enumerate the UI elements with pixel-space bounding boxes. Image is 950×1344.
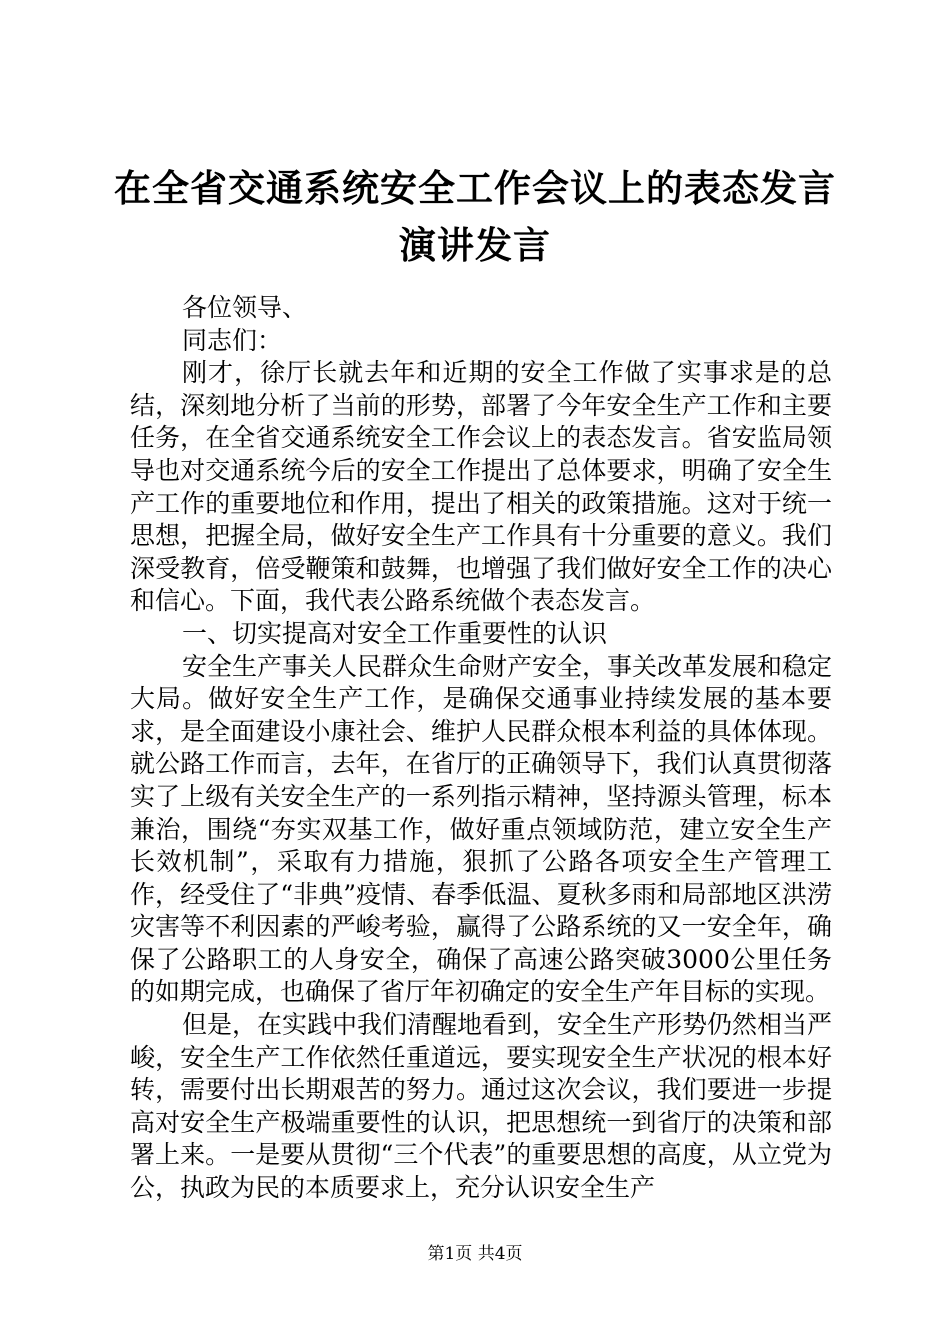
- intro-paragraph: 刚才，徐厅长就去年和近期的安全工作做了实事求是的总结，深刻地分析了当前的形势，部署了今年安全生产工作和主要任务，在全省交通系统安全工作会议上的表态发言。省安监局领导也对交通系统今后的安全工作提出了总体要求，明确了安全生产工作的重要地位和作用，提出了相关的政策措施。这对于统一思想，把握全局，做好安全生产工作具有十分重要的意义。我们深受教育，倍受鞭策和鼓舞，也增强了我们做好安全工作的决心和信心。下面，我代表公路系统做个表态发言。: [130, 358, 832, 616]
- section-heading-1: 一、切实提高对安全工作重要性的认识: [182, 618, 608, 648]
- body-paragraph-2: 但是，在实践中我们清醒地看到，安全生产形势仍然相当严峻，安全生产工作依然任重道远，要实现安全生产状况的根本好转，需要付出长期艰苦的努力。通过这次会议，我们要进一步提高对安全生产极端重要性的认识，把思想统一到省厅的决策和部署上来。一是要从贯彻“三个代表”的重要思想的高度，从立党为公，执政为民的本质要求上，充分认识安全生产: [130, 1010, 833, 1203]
- salutation-line-1: 各位领导、: [182, 293, 308, 322]
- salutation-line-2: 同志们：: [182, 325, 283, 355]
- body-paragraph-1: 安全生产事关人民群众生命财产安全，事关改革发展和稳定大局。做好安全生产工作，是确保交通事业持续发展的基本要求，是全面建设小康社会、维护人民群众根本利益的具体体现。就公路工作而言，去年，在省厅的正确领导下，我们认真贯彻落实了上级有关安全生产的一系列指示精神，坚持源头管理，标本兼治，围绕“夯实双基工作，做好重点领域防范，建立安全生产长效机制”，采取有力措施，狠抓了公路各项安全生产管理工作，经受住了“非典”疫情、春季低温、夏秋多雨和局部地区洪涝灾害等不利因素的严峻考验，赢得了公路系统的又一安全年，确保了公路职工的人身安全，确保了高速公路突破3000公里任务的如期完成，也确保了省厅年初确定的安全生产年目标的实现。: [130, 651, 833, 1007]
- document-title: 在全省交通系统安全工作会议上的表态发言演讲发言: [114, 167, 836, 267]
- page-footer: 第1页 共4页: [427, 1244, 523, 1264]
- document-body: [130, 292, 832, 1205]
